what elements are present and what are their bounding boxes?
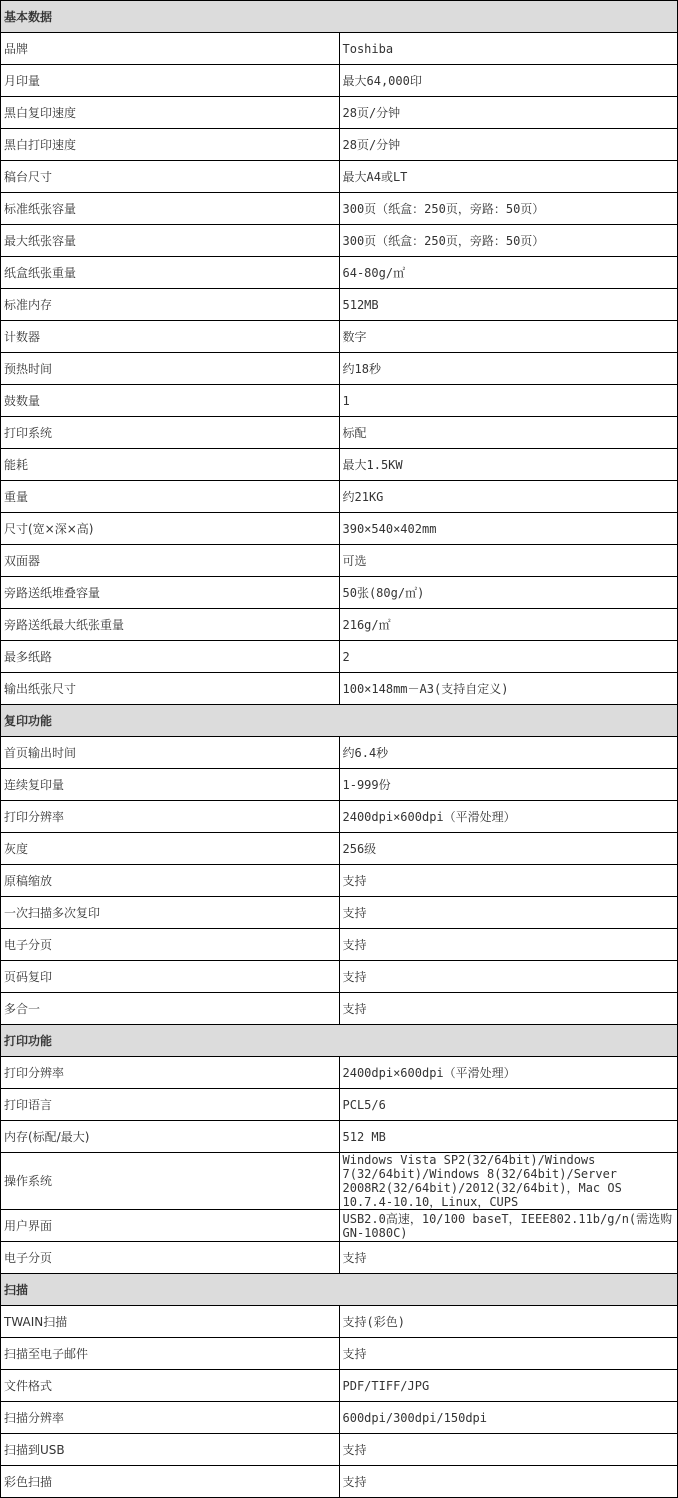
- section-title: 基本数据: [1, 1, 678, 33]
- spec-label: 计数器: [1, 321, 340, 353]
- spec-value: 512 MB: [339, 1121, 678, 1153]
- spec-value: 600dpi/300dpi/150dpi: [339, 1402, 678, 1434]
- spec-value: 390×540×402mm: [339, 513, 678, 545]
- spec-value: 2400dpi×600dpi（平滑处理）: [339, 801, 678, 833]
- spec-label: 灰度: [1, 833, 340, 865]
- spec-label: 原稿缩放: [1, 865, 340, 897]
- spec-label: 黑白打印速度: [1, 129, 340, 161]
- spec-label: 页码复印: [1, 961, 340, 993]
- spec-value: 512MB: [339, 289, 678, 321]
- spec-row: [1, 65, 678, 97]
- spec-row: [1, 129, 678, 161]
- spec-row: [1, 1306, 678, 1338]
- spec-value: 支持: [339, 929, 678, 961]
- spec-row: [1, 833, 678, 865]
- spec-row: [1, 1121, 678, 1153]
- spec-row: [1, 225, 678, 257]
- spec-label: 一次扫描多次复印: [1, 897, 340, 929]
- spec-row: [1, 1338, 678, 1370]
- spec-label: 用户界面: [1, 1210, 340, 1242]
- spec-row: [1, 1089, 678, 1121]
- spec-label: 扫描至电子邮件: [1, 1338, 340, 1370]
- spec-value: 300页（纸盒：250页，旁路：50页）: [339, 225, 678, 257]
- spec-row: [1, 993, 678, 1025]
- spec-label: 标准内存: [1, 289, 340, 321]
- spec-value: 256级: [339, 833, 678, 865]
- spec-value: 标配: [339, 417, 678, 449]
- spec-value: 支持: [339, 865, 678, 897]
- spec-row: [1, 161, 678, 193]
- spec-label: 重量: [1, 481, 340, 513]
- spec-value: 64-80g/㎡: [339, 257, 678, 289]
- spec-value: 支持: [339, 1466, 678, 1498]
- spec-label: 打印分辨率: [1, 801, 340, 833]
- spec-value: 1-999份: [339, 769, 678, 801]
- spec-label: 最多纸路: [1, 641, 340, 673]
- spec-label: 标准纸张容量: [1, 193, 340, 225]
- spec-value: 最大64,000印: [339, 65, 678, 97]
- section-header-row: [1, 705, 678, 737]
- spec-label: TWAIN扫描: [1, 1306, 340, 1338]
- spec-row: [1, 801, 678, 833]
- spec-row: [1, 1370, 678, 1402]
- spec-row: [1, 865, 678, 897]
- spec-table-body: [1, 1, 678, 1498]
- spec-label: 输出纸张尺寸: [1, 673, 340, 705]
- spec-row: [1, 1210, 678, 1242]
- spec-row: [1, 417, 678, 449]
- spec-value: 支持: [339, 1242, 678, 1274]
- spec-value: 支持: [339, 993, 678, 1025]
- spec-value: PDF/TIFF/JPG: [339, 1370, 678, 1402]
- spec-label: 双面器: [1, 545, 340, 577]
- spec-value: Toshiba: [339, 33, 678, 65]
- spec-value: 支持: [339, 1434, 678, 1466]
- spec-row: [1, 1153, 678, 1210]
- spec-value: 50张(80g/㎡): [339, 577, 678, 609]
- spec-row: [1, 193, 678, 225]
- spec-row: [1, 385, 678, 417]
- spec-row: [1, 1057, 678, 1089]
- spec-row: [1, 641, 678, 673]
- spec-label: 旁路送纸最大纸张重量: [1, 609, 340, 641]
- spec-row: [1, 769, 678, 801]
- spec-row: [1, 33, 678, 65]
- spec-label: 能耗: [1, 449, 340, 481]
- spec-row: [1, 609, 678, 641]
- spec-value: 2400dpi×600dpi（平滑处理）: [339, 1057, 678, 1089]
- spec-value: 数字: [339, 321, 678, 353]
- spec-label: 连续复印量: [1, 769, 340, 801]
- spec-row: [1, 321, 678, 353]
- spec-label: 纸盒纸张重量: [1, 257, 340, 289]
- spec-row: [1, 897, 678, 929]
- spec-label: 预热时间: [1, 353, 340, 385]
- section-header-row: [1, 1, 678, 33]
- spec-row: [1, 545, 678, 577]
- spec-row: [1, 673, 678, 705]
- spec-row: [1, 481, 678, 513]
- section-header-row: [1, 1025, 678, 1057]
- spec-label: 多合一: [1, 993, 340, 1025]
- section-title: 打印功能: [1, 1025, 678, 1057]
- spec-label: 黑白复印速度: [1, 97, 340, 129]
- spec-label: 鼓数量: [1, 385, 340, 417]
- spec-label: 扫描分辨率: [1, 1402, 340, 1434]
- spec-label: 扫描到USB: [1, 1434, 340, 1466]
- spec-value: USB2.0高速，10/100 baseT，IEEE802.11b/g/n(需选购GN-1080C): [339, 1210, 678, 1242]
- spec-row: [1, 737, 678, 769]
- section-header-row: [1, 1274, 678, 1306]
- spec-label: 打印语言: [1, 1089, 340, 1121]
- spec-value: 2: [339, 641, 678, 673]
- spec-label: 内存(标配/最大): [1, 1121, 340, 1153]
- spec-row: [1, 449, 678, 481]
- spec-row: [1, 353, 678, 385]
- spec-value: PCL5/6: [339, 1089, 678, 1121]
- spec-value: 216g/㎡: [339, 609, 678, 641]
- spec-row: [1, 1402, 678, 1434]
- spec-label: 打印系统: [1, 417, 340, 449]
- spec-label: 品牌: [1, 33, 340, 65]
- spec-value: 约18秒: [339, 353, 678, 385]
- section-title: 扫描: [1, 1274, 678, 1306]
- spec-row: [1, 97, 678, 129]
- spec-value: 支持: [339, 897, 678, 929]
- spec-value: 约6.4秒: [339, 737, 678, 769]
- spec-label: 操作系统: [1, 1153, 340, 1210]
- spec-row: [1, 257, 678, 289]
- spec-value: 100×148mm－A3(支持自定义): [339, 673, 678, 705]
- spec-label: 彩色扫描: [1, 1466, 340, 1498]
- spec-value: 1: [339, 385, 678, 417]
- spec-value: 支持: [339, 1338, 678, 1370]
- spec-label: 月印量: [1, 65, 340, 97]
- spec-value: 最大1.5KW: [339, 449, 678, 481]
- spec-row: [1, 961, 678, 993]
- spec-label: 旁路送纸堆叠容量: [1, 577, 340, 609]
- spec-value: 可选: [339, 545, 678, 577]
- spec-label: 电子分页: [1, 929, 340, 961]
- spec-value: 28页/分钟: [339, 97, 678, 129]
- spec-value: 28页/分钟: [339, 129, 678, 161]
- spec-row: [1, 513, 678, 545]
- spec-value: 300页（纸盒：250页，旁路：50页）: [339, 193, 678, 225]
- spec-label: 最大纸张容量: [1, 225, 340, 257]
- spec-label: 尺寸(宽×深×高): [1, 513, 340, 545]
- spec-value: 约21KG: [339, 481, 678, 513]
- section-title: 复印功能: [1, 705, 678, 737]
- spec-row: [1, 929, 678, 961]
- spec-value: Windows Vista SP2(32/64bit)/Windows 7(32/64bit)/Windows 8(32/64bit)/Server 2008R2(32/64bit)/2012(32/64bit)，Mac OS 10.7.4-10.10，Linux，CUPS: [339, 1153, 678, 1210]
- spec-row: [1, 1466, 678, 1498]
- spec-label: 电子分页: [1, 1242, 340, 1274]
- spec-label: 稿台尺寸: [1, 161, 340, 193]
- spec-row: [1, 577, 678, 609]
- spec-row: [1, 289, 678, 321]
- spec-row: [1, 1242, 678, 1274]
- spec-value: 最大A4或LT: [339, 161, 678, 193]
- spec-label: 打印分辨率: [1, 1057, 340, 1089]
- spec-label: 首页输出时间: [1, 737, 340, 769]
- spec-row: [1, 1434, 678, 1466]
- spec-value: 支持: [339, 961, 678, 993]
- spec-label: 文件格式: [1, 1370, 340, 1402]
- spec-value: 支持(彩色): [339, 1306, 678, 1338]
